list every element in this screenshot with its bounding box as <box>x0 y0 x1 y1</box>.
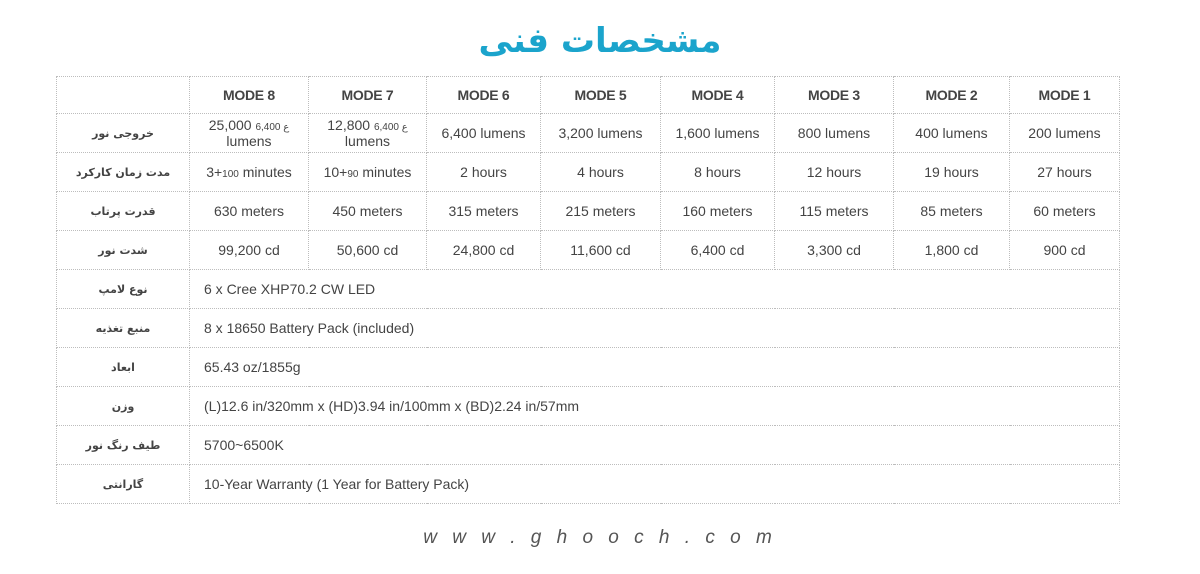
cell-value: 400 lumens <box>915 125 988 141</box>
cell-value: 50,600 cd <box>336 242 399 258</box>
cell-value: 6,400 cd <box>690 242 745 258</box>
cell-value: 27 hours <box>1037 164 1092 180</box>
spec-cell <box>894 231 1010 270</box>
cell-value: 160 meters <box>682 203 753 219</box>
spec-row <box>57 231 1120 270</box>
cell-value: 215 meters <box>565 203 636 219</box>
cell-value: 630 meters <box>213 203 285 219</box>
cell-value: 4 hours <box>577 164 624 180</box>
cell-value-small: 100 <box>222 169 239 180</box>
cell-value-tail: lumens <box>226 133 272 149</box>
cell-value: 25,000 <box>208 117 256 133</box>
spec-table <box>56 76 1120 504</box>
spec-cell <box>541 231 661 270</box>
cell-value: 12,800 <box>327 117 374 133</box>
mode-header-row <box>57 77 1120 114</box>
cell-value: 2 hours <box>460 164 507 180</box>
row-label: مدت زمان کارکرد <box>57 153 190 192</box>
cell-value: 3,200 lumens <box>558 125 643 141</box>
spec-cell <box>775 153 894 192</box>
row-label: قدرت پرتاب <box>57 192 190 231</box>
spec-cell <box>661 231 775 270</box>
spec-cell <box>190 153 309 192</box>
spec-cell <box>427 153 541 192</box>
spec-cell <box>309 114 427 153</box>
spec-cell <box>427 231 541 270</box>
spec-row <box>57 465 1120 504</box>
spec-row <box>57 270 1120 309</box>
row-label: خروجی نور <box>57 114 190 153</box>
mode-header: MODE 6 <box>427 77 541 114</box>
spec-cell <box>894 153 1010 192</box>
spec-cell <box>894 192 1010 231</box>
spec-cell <box>541 114 661 153</box>
spec-row <box>57 348 1120 387</box>
row-label: منبع تغذیه <box>57 309 190 348</box>
spec-cell <box>661 192 775 231</box>
cell-value-small: ع 6,400 <box>373 122 408 133</box>
row-label: طیف رنگ نور <box>57 426 190 465</box>
spec-cell <box>309 192 427 231</box>
page-title: مشخصات فنی <box>478 21 722 61</box>
spec-cell <box>309 231 427 270</box>
spec-cell <box>775 114 894 153</box>
spec-cell <box>661 114 775 153</box>
spec-row <box>57 426 1120 465</box>
corner-cell <box>57 77 190 114</box>
spec-cell <box>775 231 894 270</box>
cell-value: 115 meters <box>799 203 869 219</box>
spec-cell <box>190 114 309 153</box>
cell-value: 1,800 cd <box>924 242 979 258</box>
row-label: گارانتی <box>57 465 190 504</box>
cell-value: 11,600 cd <box>570 242 631 258</box>
spec-value: 10-Year Warranty (1 Year for Battery Pack) <box>190 465 1120 504</box>
cell-value: 200 lumens <box>1028 125 1101 141</box>
spec-cell <box>661 153 775 192</box>
cell-value-tail: minutes <box>358 164 412 180</box>
cell-value: 99,200 cd <box>218 242 280 258</box>
row-label: نوع لامپ <box>57 270 190 309</box>
website-footer: w w w . g h o o c h . c o m <box>423 527 777 548</box>
cell-value: 19 hours <box>924 164 979 180</box>
spec-cell <box>190 231 309 270</box>
spec-row <box>57 114 1120 153</box>
spec-cell <box>427 114 541 153</box>
spec-cell <box>1010 231 1120 270</box>
spec-value: 8 x 18650 Battery Pack (included) <box>190 309 1120 348</box>
mode-header: MODE 5 <box>541 77 661 114</box>
cell-value: 85 meters <box>920 203 983 219</box>
mode-header: MODE 1 <box>1010 77 1120 114</box>
cell-value: 1,600 lumens <box>675 125 760 141</box>
spec-cell <box>1010 114 1120 153</box>
mode-header: MODE 3 <box>775 77 894 114</box>
cell-value: 10+ <box>323 164 348 180</box>
cell-value-small: ع 6,400 <box>255 122 290 133</box>
cell-value: 315 meters <box>448 203 519 219</box>
spec-row <box>57 153 1120 192</box>
cell-value: 3,300 cd <box>807 242 861 258</box>
spec-row <box>57 192 1120 231</box>
cell-value-tail: minutes <box>238 164 292 180</box>
spec-cell <box>541 192 661 231</box>
cell-value: 450 meters <box>332 203 403 219</box>
cell-value: 60 meters <box>1033 203 1096 219</box>
mode-header: MODE 7 <box>309 77 427 114</box>
cell-value-small: 90 <box>347 169 359 180</box>
mode-header: MODE 4 <box>661 77 775 114</box>
mode-header: MODE 2 <box>894 77 1010 114</box>
row-label: ابعاد <box>57 348 190 387</box>
cell-value: 8 hours <box>694 164 741 180</box>
row-label: شدت نور <box>57 231 190 270</box>
mode-header: MODE 8 <box>190 77 309 114</box>
spec-value: (L)12.6 in/320mm x (HD)3.94 in/100mm x (BD)2.24 in/57mm <box>190 387 1120 426</box>
spec-cell <box>1010 192 1120 231</box>
cell-value: 800 lumens <box>797 125 871 141</box>
cell-value: 12 hours <box>806 164 862 180</box>
spec-cell <box>894 114 1010 153</box>
row-label: وزن <box>57 387 190 426</box>
spec-row <box>57 387 1120 426</box>
spec-cell <box>190 192 309 231</box>
spec-cell <box>541 153 661 192</box>
spec-value: 65.43 oz/1855g <box>190 348 1120 387</box>
spec-value: 6 x Cree XHP70.2 CW LED <box>190 270 1120 309</box>
spec-cell <box>775 192 894 231</box>
cell-value: 900 cd <box>1043 242 1086 258</box>
spec-cell <box>1010 153 1120 192</box>
spec-row <box>57 309 1120 348</box>
spec-value: 5700~6500K <box>190 426 1120 465</box>
cell-value: 24,800 cd <box>452 242 515 258</box>
cell-value: 3+ <box>206 164 223 180</box>
spec-cell <box>427 192 541 231</box>
spec-cell <box>309 153 427 192</box>
cell-value-tail: lumens <box>344 133 391 149</box>
cell-value: 6,400 lumens <box>441 125 526 141</box>
